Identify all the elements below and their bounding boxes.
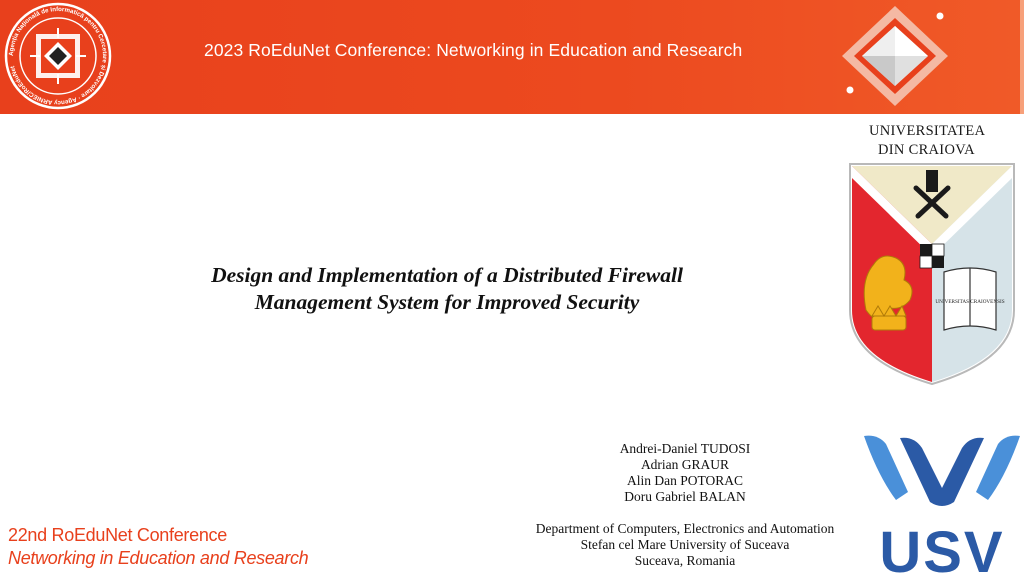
header-title: 2023 RoEduNet Conference: Networking in Education and Research	[204, 40, 743, 60]
affiliation	[505, 521, 865, 569]
footer-conference-tagline: Networking in Education and Research	[8, 548, 309, 568]
affiliation-university: Stefan cel Mare University of Suceava	[580, 537, 790, 552]
roedunet-logo	[836, 2, 954, 110]
paper-title	[150, 262, 744, 316]
usv-logo	[860, 430, 1024, 576]
affiliation-department: Department of Computers, Electronics and Automation	[535, 521, 835, 536]
paper-title-line1: Design and Implementation of a Distributed Firewall	[211, 263, 683, 287]
author-list	[560, 441, 810, 505]
author-name: Doru Gabriel BALAN	[624, 489, 746, 504]
author-name: Alin Dan POTORAC	[626, 473, 743, 488]
author-name: Andrei-Daniel TUDOSI	[619, 441, 751, 456]
university-name-line1: UNIVERSITATEA	[869, 123, 986, 139]
seal-text: Agenția Națională de Informatică pentru Cercetare și Dezvoltare · Agency ARNIEC/RoEduNet	[7, 5, 109, 107]
university-name	[869, 122, 985, 160]
affiliation-location: Suceava, Romania	[634, 553, 736, 568]
university-name-line2: DIN CRAIOVA	[878, 142, 975, 158]
arntec-seal-logo	[4, 2, 112, 110]
usv-letters: USV	[879, 520, 1005, 576]
author-name: Adrian GRAUR	[640, 457, 730, 472]
footer-conference-name: 22nd RoEduNet Conference	[8, 525, 227, 545]
university-crest	[846, 160, 1018, 388]
crest-book-text: UNIVERSITAS CRAIOVENSIS	[935, 299, 1005, 305]
header-right-strip	[1020, 0, 1024, 114]
paper-title-line2: Management System for Improved Security	[254, 290, 640, 314]
footer-conference	[8, 524, 308, 570]
